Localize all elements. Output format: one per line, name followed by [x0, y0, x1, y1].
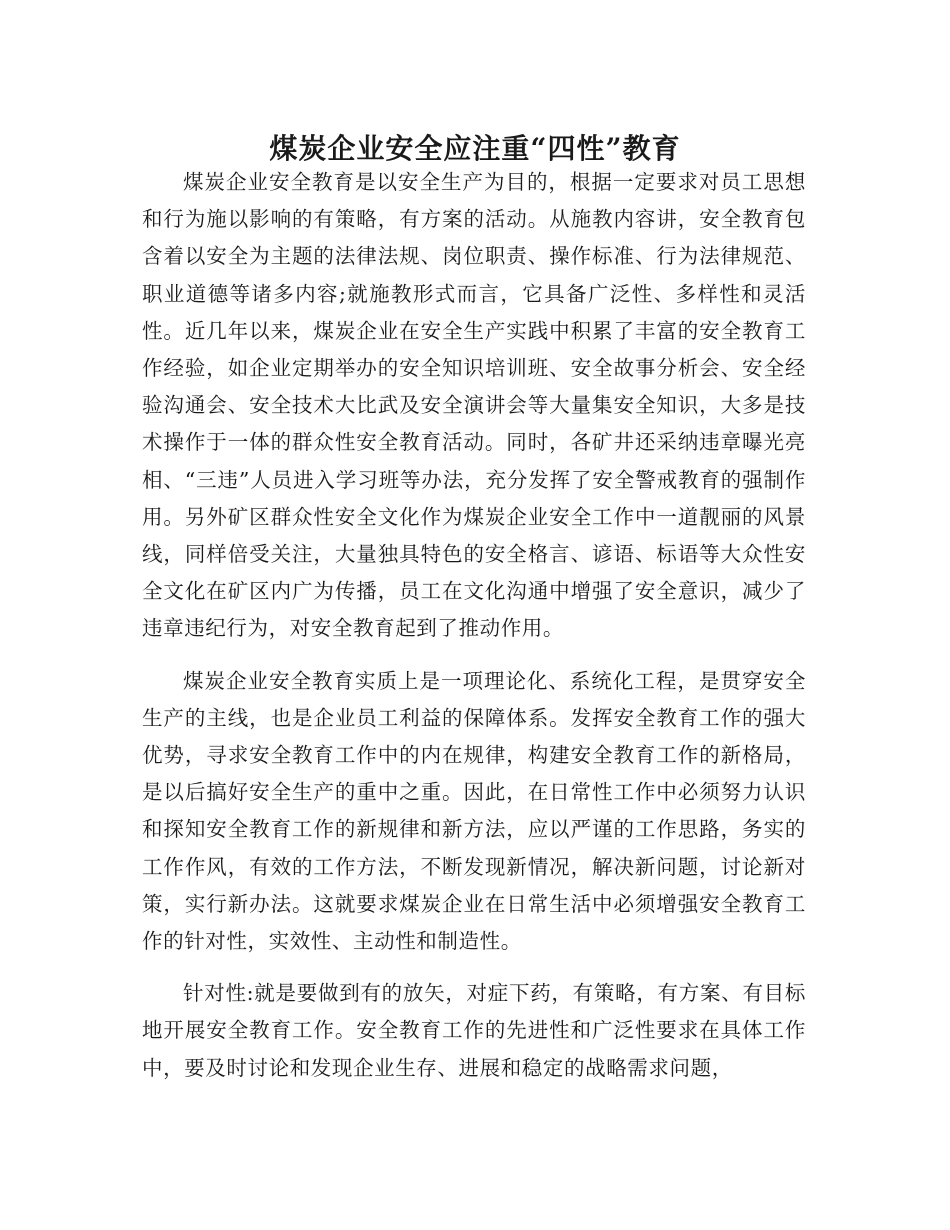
- paragraph-intro: 煤炭企业安全教育是以安全生产为目的，根据一定要求对员工思想和行为施以影响的有策略，有方案的活动。从施教内容讲，安全教育包含着以安全为主题的法律法规、岗位职责、操作标准、行为法律规范、职业道德等诸多内容;就施教形式而言，它具备广泛性、多样性和灵活性。近几年以来，煤炭企业在安全生产实践中积累了丰富的安全教育工作经验，如企业定期举办的安全知识培训班、安全故事分析会、安全经验沟通会、安全技术大比武及安全演讲会等大量集安全知识，大多是技术操作于一体的群众性安全教育活动。同时，各矿井还采纳违章曝光亮相、“三违”人员进入学习班等办法，充分发挥了安全警戒教育的强制作用。另外矿区群众性安全文化作为煤炭企业安全工作中一道靓丽的风景线，同样倍受关注，大量独具特色的安全格言、谚语、标语等大众性安全文化在矿区内广为传播，员工在文化沟通中增强了安全意识，减少了违章违纪行为，对安全教育起到了推动作用。: [142, 170, 806, 641]
- paragraph-pertinence: 针对性:就是要做到有的放矢，对症下药，有策略，有方案、有目标地开展安全教育工作。安全教育工作的先进性和广泛性要求在具体工作中，要及时讨论和发现企业生存、进展和稳定的战略需求问题，: [142, 981, 806, 1080]
- document-title: 煤炭企业安全应注重“四性”教育: [269, 131, 681, 165]
- document-body: [142, 164, 806, 1087]
- paragraph-essence: 煤炭企业安全教育实质上是一项理论化、系统化工程，是贯穿安全生产的主线，也是企业员工利益的保障体系。发挥安全教育工作的强大优势，寻求安全教育工作中的内在规律，构建安全教育工作的新格局，是以后搞好安全生产的重中之重。因此，在日常性工作中必须努力认识和探知安全教育工作的新规律和新方法，应以严谨的工作思路，务实的工作作风，有效的工作方法，不断发现新情况，解决新问题，讨论新对策，实行新办法。这就要求煤炭企业在日常生活中必须增强安全教育工作的针对性，实效性、主动性和制造性。: [142, 668, 806, 954]
